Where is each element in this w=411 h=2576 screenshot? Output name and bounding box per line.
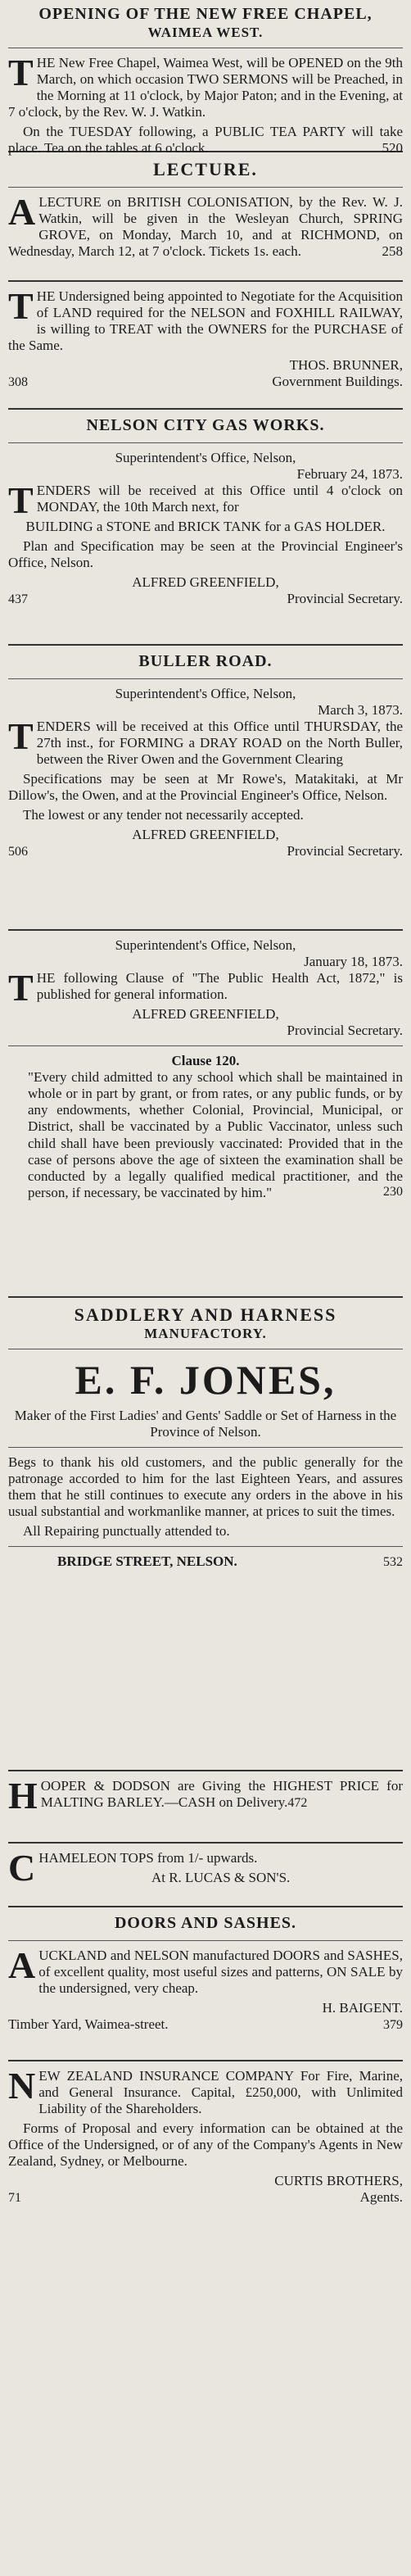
ad-date: February 24, 1873. [296, 465, 403, 482]
ad-doors-sashes [8, 1914, 403, 2053]
ad-signer: ALFRED GREENFIELD, [132, 574, 279, 590]
ad-body: Plan and Specification may be seen at the Provincial Engineer's Office, Nelson. [8, 537, 403, 570]
ad-number: 230 [383, 1184, 403, 1199]
ad-number: 258 [382, 243, 403, 260]
ad-subheading: WAIMEA WEST. [147, 24, 264, 40]
ad-chameleon-tops [8, 1847, 403, 1899]
ad-body: LECTURE on BRITISH COLONISATION, by the Rev. W. J. Watkin, will be given in the Wesleyan Church, SPRING GROVE, on Monday, March 10, and at RICHMOND, on Wednesday, March 12, at 7 o'clock. Tickets 1s. each. [8, 193, 403, 260]
ad-body: HE following Clause of "The Public Health Act, 1872," is published for general information. [36, 970, 403, 1003]
divider [8, 1940, 403, 1941]
ad-heading: SADDLERY AND HARNESS [74, 1304, 337, 1325]
ad-gas-works [8, 416, 403, 637]
ad-lecture [8, 159, 403, 274]
ad-body: BUILDING a STONE and BRICK TANK for a GAS HOLDER. [25, 518, 386, 534]
ad-number: 308 [8, 375, 28, 390]
ad-number: 520 [382, 139, 403, 156]
ad-buller-road [8, 652, 403, 923]
drop-cap: T [8, 285, 34, 327]
ad-signer: ALFRED GREENFIELD, [132, 1006, 279, 1023]
ad-body: At R. LUCAS & SON'S. [151, 1870, 291, 1886]
divider [8, 929, 403, 931]
divider [8, 280, 403, 282]
divider [8, 1447, 403, 1448]
ad-signer: H. BAIGENT. [322, 1999, 403, 2016]
ad-heading: NELSON CITY GAS WORKS. [86, 416, 325, 434]
divider [8, 644, 403, 646]
ad-title: Agents. [359, 2189, 403, 2206]
ad-date: March 3, 1873. [318, 701, 403, 718]
divider [8, 408, 403, 410]
ad-body: On the TUESDAY following, a PUBLIC TEA PARTY will take place. Tea on the tables at 6 o'clock. [8, 123, 403, 156]
ad-body: ENDERS will be received at this Office until 4 o'clock on MONDAY, the 10th March next, for [36, 482, 403, 515]
divider [8, 187, 403, 188]
drop-cap: T [8, 51, 34, 93]
drop-cap: A [8, 1943, 36, 1986]
ad-malting-barley [8, 1775, 403, 1835]
ad-signer: CURTIS BROTHERS, [274, 2173, 403, 2189]
ad-free-chapel [8, 5, 403, 156]
divider [8, 678, 403, 679]
ad-subtitle: Maker of the First Ladies' and Gents' Saddle or Set of Harness in the Province of Nelson. [14, 1408, 397, 1440]
ad-number: 506 [8, 845, 28, 859]
ad-number: 71 [8, 2191, 21, 2206]
drop-cap: C [8, 1847, 36, 1889]
ad-body: Begs to thank his old customers, and the public generally for the patronage accorded to him for the last Eighteen Years, and assures them that he still continues to execute any orders in the above in his usual substantial and workmanlike manner, at prices to suit the times. [8, 1454, 403, 1520]
ad-title: Provincial Secretary. [287, 843, 403, 859]
ad-body: EW ZEALAND INSURANCE COMPANY For Fire, Marine, and General Insurance. Capital, £250,000, with Unlimited Liability of the Shareholders. [38, 2068, 403, 2117]
ad-body: Specifications may be seen at Mr Rowe's, Matakitaki, at Mr Dillow's, the Owen, and at the Provincial Engineer's Office, Nelson. [8, 770, 403, 803]
ad-body: HE Undersigned being appointed to Negotiate for the Acquisition of LAND required for the NELSON and FOXHILL RAILWAY, is willing to TREAT with the OWNERS for the PURCHASE of the Same. [8, 288, 403, 354]
ad-heading: DOORS AND SASHES. [114, 1914, 297, 1932]
ad-number: 472 [287, 1796, 308, 1811]
ad-heading: LECTURE. [153, 159, 258, 179]
ad-dateline: Superintendent's Office, Nelson, [115, 937, 296, 953]
ad-body: ENDERS will be received at this Office until THURSDAY, the 27th inst., for FORMING a DRAY ROAD on the North Buller, between the River Owen and the Government Clearing [36, 718, 403, 767]
ad-signer: THOS. BRUNNER, [289, 357, 403, 374]
ad-yard: Timber Yard, Waimea-street. [8, 2016, 169, 2032]
drop-cap: H [8, 1775, 38, 1816]
ad-title: Provincial Secretary. [287, 1023, 403, 1039]
clause-body: "Every child admitted to any school which shall be maintained in whole or in part by grant, or from rates, or any public funds, or by any endowments, whether Colonial, Provincial, Municipal, or District, shall be vaccinated by a Public Vaccinator, unless such child shall have been previously vaccinated: Provided that in the case of persons above the age of sixteen the examination shall be conducted by a legally qualified medical practitioner, and the person, if necessary, be vaccinated by him." [28, 1069, 403, 1200]
ad-heading: BULLER ROAD. [138, 652, 273, 670]
ad-signer: ALFRED GREENFIELD, [132, 826, 279, 842]
ad-body: OOPER & DODSON are Giving the HIGHEST PRICE for MALTING BARLEY.—CASH on Delivery. [40, 1778, 403, 1811]
ad-dateline: Superintendent's Office, Nelson, [115, 449, 296, 465]
drop-cap: T [8, 714, 34, 757]
ad-body: UCKLAND and NELSON manufactured DOORS and SASHES, of excellent quality, most useful sizes and patterns, ON SALE by the undersigned, very cheap. [38, 1947, 403, 1996]
proprietor-name: E. F. JONES, [75, 1357, 336, 1403]
ad-date: January 18, 1873. [304, 954, 403, 970]
drop-cap: T [8, 967, 34, 1009]
drop-cap: T [8, 478, 34, 521]
ad-body: Forms of Proposal and every information can be obtained at the Office of the Undersigned, or of any of the Company's Agents in New Zealand, Sydney, or Melbourne. [8, 2120, 403, 2170]
ad-public-health [8, 937, 403, 1290]
ad-repair: All Repairing punctually attended to. [23, 1523, 230, 1540]
ad-address: BRIDGE STREET, NELSON. [57, 1553, 237, 1570]
divider [8, 1770, 403, 1771]
ad-body: HE New Free Chapel, Waimea West, will be OPENED on the 9th March, on which occasion TWO SERMONS will be Preached, in the Morning at 11 o'clock, by Major Paton; and in the Evening, at 7 o'clock, by the Rev. W. J. Watkin. [8, 54, 403, 120]
ad-number: 532 [383, 1555, 403, 1570]
clause-text [8, 1069, 403, 1200]
ad-body: HAMELEON TOPS from 1/- upwards. [38, 1850, 258, 1866]
drop-cap: A [8, 190, 36, 233]
divider [8, 1045, 403, 1046]
ad-title: Provincial Secretary. [287, 590, 403, 606]
divider [8, 1842, 403, 1844]
divider [8, 1906, 403, 1907]
drop-cap: N [8, 2065, 36, 2107]
ad-number: 437 [8, 592, 28, 606]
divider [8, 1296, 403, 1298]
clause-heading: Clause 120. [171, 1053, 240, 1069]
divider [8, 1546, 403, 1547]
ad-dateline: Superintendent's Office, Nelson, [115, 685, 296, 701]
ad-saddlery [8, 1304, 403, 1763]
divider [8, 2060, 403, 2061]
ad-heading: OPENING OF THE NEW FREE CHAPEL, [38, 5, 373, 23]
ad-number: 379 [383, 2017, 403, 2032]
ad-nz-insurance [8, 2065, 403, 2232]
ad-railway-land [8, 285, 403, 401]
ad-subheading: MANUFACTORY. [144, 1325, 267, 1341]
ad-body: The lowest or any tender not necessarily accepted. [23, 806, 304, 823]
divider [8, 442, 403, 443]
ad-office: Government Buildings. [272, 374, 403, 390]
